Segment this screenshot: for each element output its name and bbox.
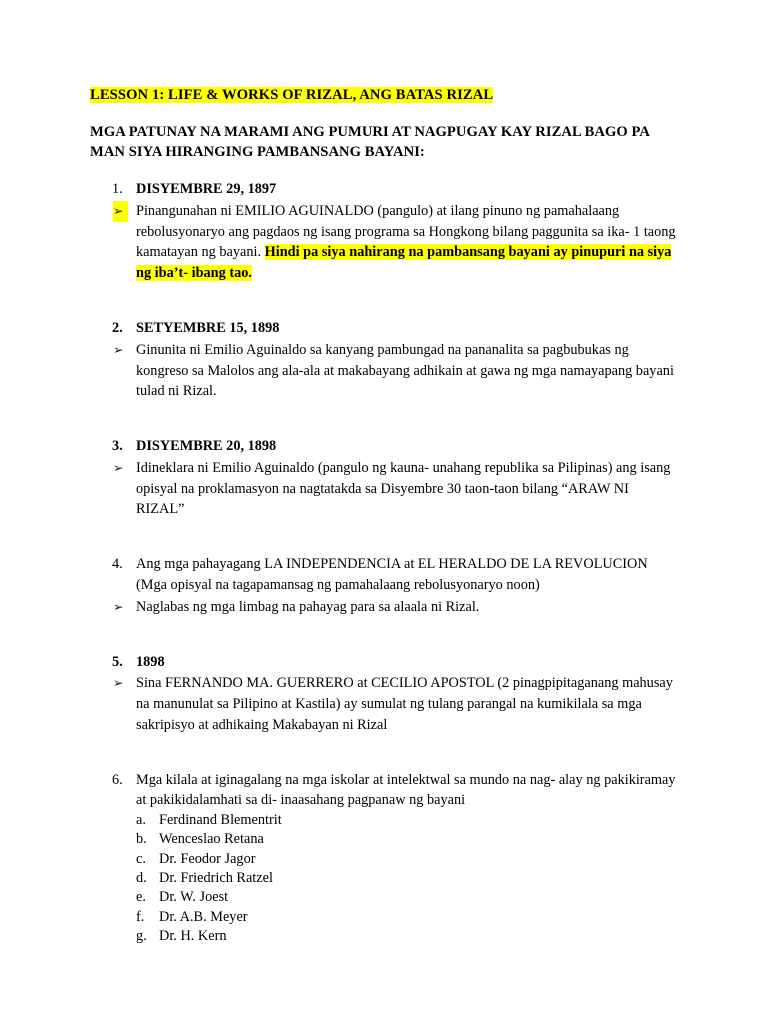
arrow-bullet-icon: ➢ xyxy=(113,459,124,475)
bullet-row xyxy=(90,597,676,618)
sublist-name: Dr. Friedrich Ratzel xyxy=(159,869,273,886)
item-number: 6. xyxy=(112,771,123,788)
sublist-name: Dr. A.B. Meyer xyxy=(159,908,248,925)
bullet-row xyxy=(90,340,676,402)
lettered-sublist xyxy=(90,811,676,946)
bullet-row xyxy=(90,673,676,735)
sublist-letter: a. xyxy=(136,812,146,829)
list-item xyxy=(90,554,676,617)
numbered-list xyxy=(90,179,676,946)
sublist-name: Ferdinand Blementrit xyxy=(159,812,282,829)
item-number: 1. xyxy=(112,181,123,198)
arrow-bullet-icon: ➢ xyxy=(113,675,124,691)
sublist-item xyxy=(136,850,676,869)
bullet-text: Idineklara ni Emilio Aguinaldo (pangulo ng kauna- unahang republika sa Pilipinas) ang isang opisyal na proklamasyon na nagtatakda sa Disyembre 30 taon-taon bilang “ARAW NI RIZAL” xyxy=(136,459,671,518)
bullet-text xyxy=(136,201,676,284)
bullet-text: Ginunita ni Emilio Aguinaldo sa kanyang pambungad na pananalita sa pagbubukas ng kongreso sa Malolos ang ala-ala at makabayang adhikain at gawa ng mga namayapang bayani tulad ni Rizal. xyxy=(136,341,674,400)
sublist-name: Dr. W. Joest xyxy=(159,889,229,906)
sublist-item xyxy=(136,888,676,907)
item-number: 5. xyxy=(112,653,123,670)
item-heading: DISYEMBRE 29, 1897 xyxy=(136,181,277,198)
item-heading-row xyxy=(90,652,676,673)
bullet-text-plain: Pinangunahan ni EMILIO AGUINALDO (pangulo) at ilang pinuno ng pamahalaang rebolusyonaryo ang pagdaos ng isang programa sa Hongkong bilang paggunita sa ika- 1 taong kamatayan ng bayani. xyxy=(136,202,676,261)
sublist-name: Wenceslao Retana xyxy=(159,831,264,848)
item-heading: DISYEMBRE 20, 1898 xyxy=(136,438,277,455)
bullet-text: Naglabas ng mga limbag na pahayag para sa alaala ni Rizal. xyxy=(136,598,480,615)
page-title-highlight: LESSON 1: LIFE & WORKS OF RIZAL, ANG BATAS RIZAL xyxy=(90,87,494,103)
item-heading-row xyxy=(90,318,676,339)
item-number: 2. xyxy=(112,320,123,337)
item-number: 3. xyxy=(112,438,123,455)
sublist-letter: c. xyxy=(136,850,146,867)
item-heading: SETYEMBRE 15, 1898 xyxy=(136,320,280,337)
list-item xyxy=(90,436,676,520)
list-item xyxy=(90,652,676,736)
item-heading-row xyxy=(90,770,676,811)
sublist-name: Dr. Feodor Jagor xyxy=(159,850,256,867)
item-subline: (Mga opisyal na tagapamansag ng pamahalaang rebolusyonaryo noon) xyxy=(136,576,540,593)
sublist-item xyxy=(136,830,676,849)
bullet-row xyxy=(90,201,676,284)
sublist-letter: e. xyxy=(136,889,146,906)
list-item xyxy=(90,179,676,284)
sublist-item xyxy=(136,869,676,888)
item-heading-row xyxy=(90,554,676,575)
list-item xyxy=(90,770,676,947)
page-title xyxy=(90,86,676,105)
arrow-bullet-icon: ➢ xyxy=(113,598,124,614)
document-subtitle: MGA PATUNAY NA MARAMI ANG PUMURI AT NAGPUGAY KAY RIZAL BAGO PA MAN SIYA HIRANGING PAMBANSANG BAYANI: xyxy=(90,123,650,161)
sublist-letter: g. xyxy=(136,927,147,944)
sublist-letter: b. xyxy=(136,831,147,848)
arrow-bullet-icon: ➢ xyxy=(113,201,136,222)
bullet-row xyxy=(90,458,676,520)
sublist-letter: f. xyxy=(136,908,145,925)
item-heading: Mga kilala at iginagalang na mga iskolar at intelektwal sa mundo na nag- alay ng pakikiramay at pakikidalamhati sa di- inaasahang pagpanaw ng bayani xyxy=(136,771,676,809)
item-heading-row xyxy=(90,179,676,200)
bullet-text-highlighted: Hindi pa siya nahirang na pambansang bayani ay pinupuri na siya ng iba’t- ibang tao. xyxy=(136,244,672,282)
sublist-letter: d. xyxy=(136,869,147,886)
item-heading: 1898 xyxy=(136,653,165,670)
arrow-bullet-icon: ➢ xyxy=(113,341,124,357)
sublist-item xyxy=(136,908,676,927)
sublist-name: Dr. H. Kern xyxy=(159,927,227,944)
item-heading: Ang mga pahayagang LA INDEPENDENCIA at EL HERALDO DE LA REVOLUCION xyxy=(136,556,648,573)
list-item xyxy=(90,318,676,402)
sublist-item xyxy=(136,811,676,830)
sublist-item xyxy=(136,927,676,946)
item-heading-row xyxy=(90,436,676,457)
item-number: 4. xyxy=(112,556,123,573)
bullet-text: Sina FERNANDO MA. GUERRERO at CECILIO APOSTOL (2 pinagpipitaganang mahusay na manunulat sa Pilipino at Kastila) ay sumulat ng tulang parangal na kumikilala sa mga sakripisyo at adhikaing Makabayan ni Rizal xyxy=(136,675,673,733)
